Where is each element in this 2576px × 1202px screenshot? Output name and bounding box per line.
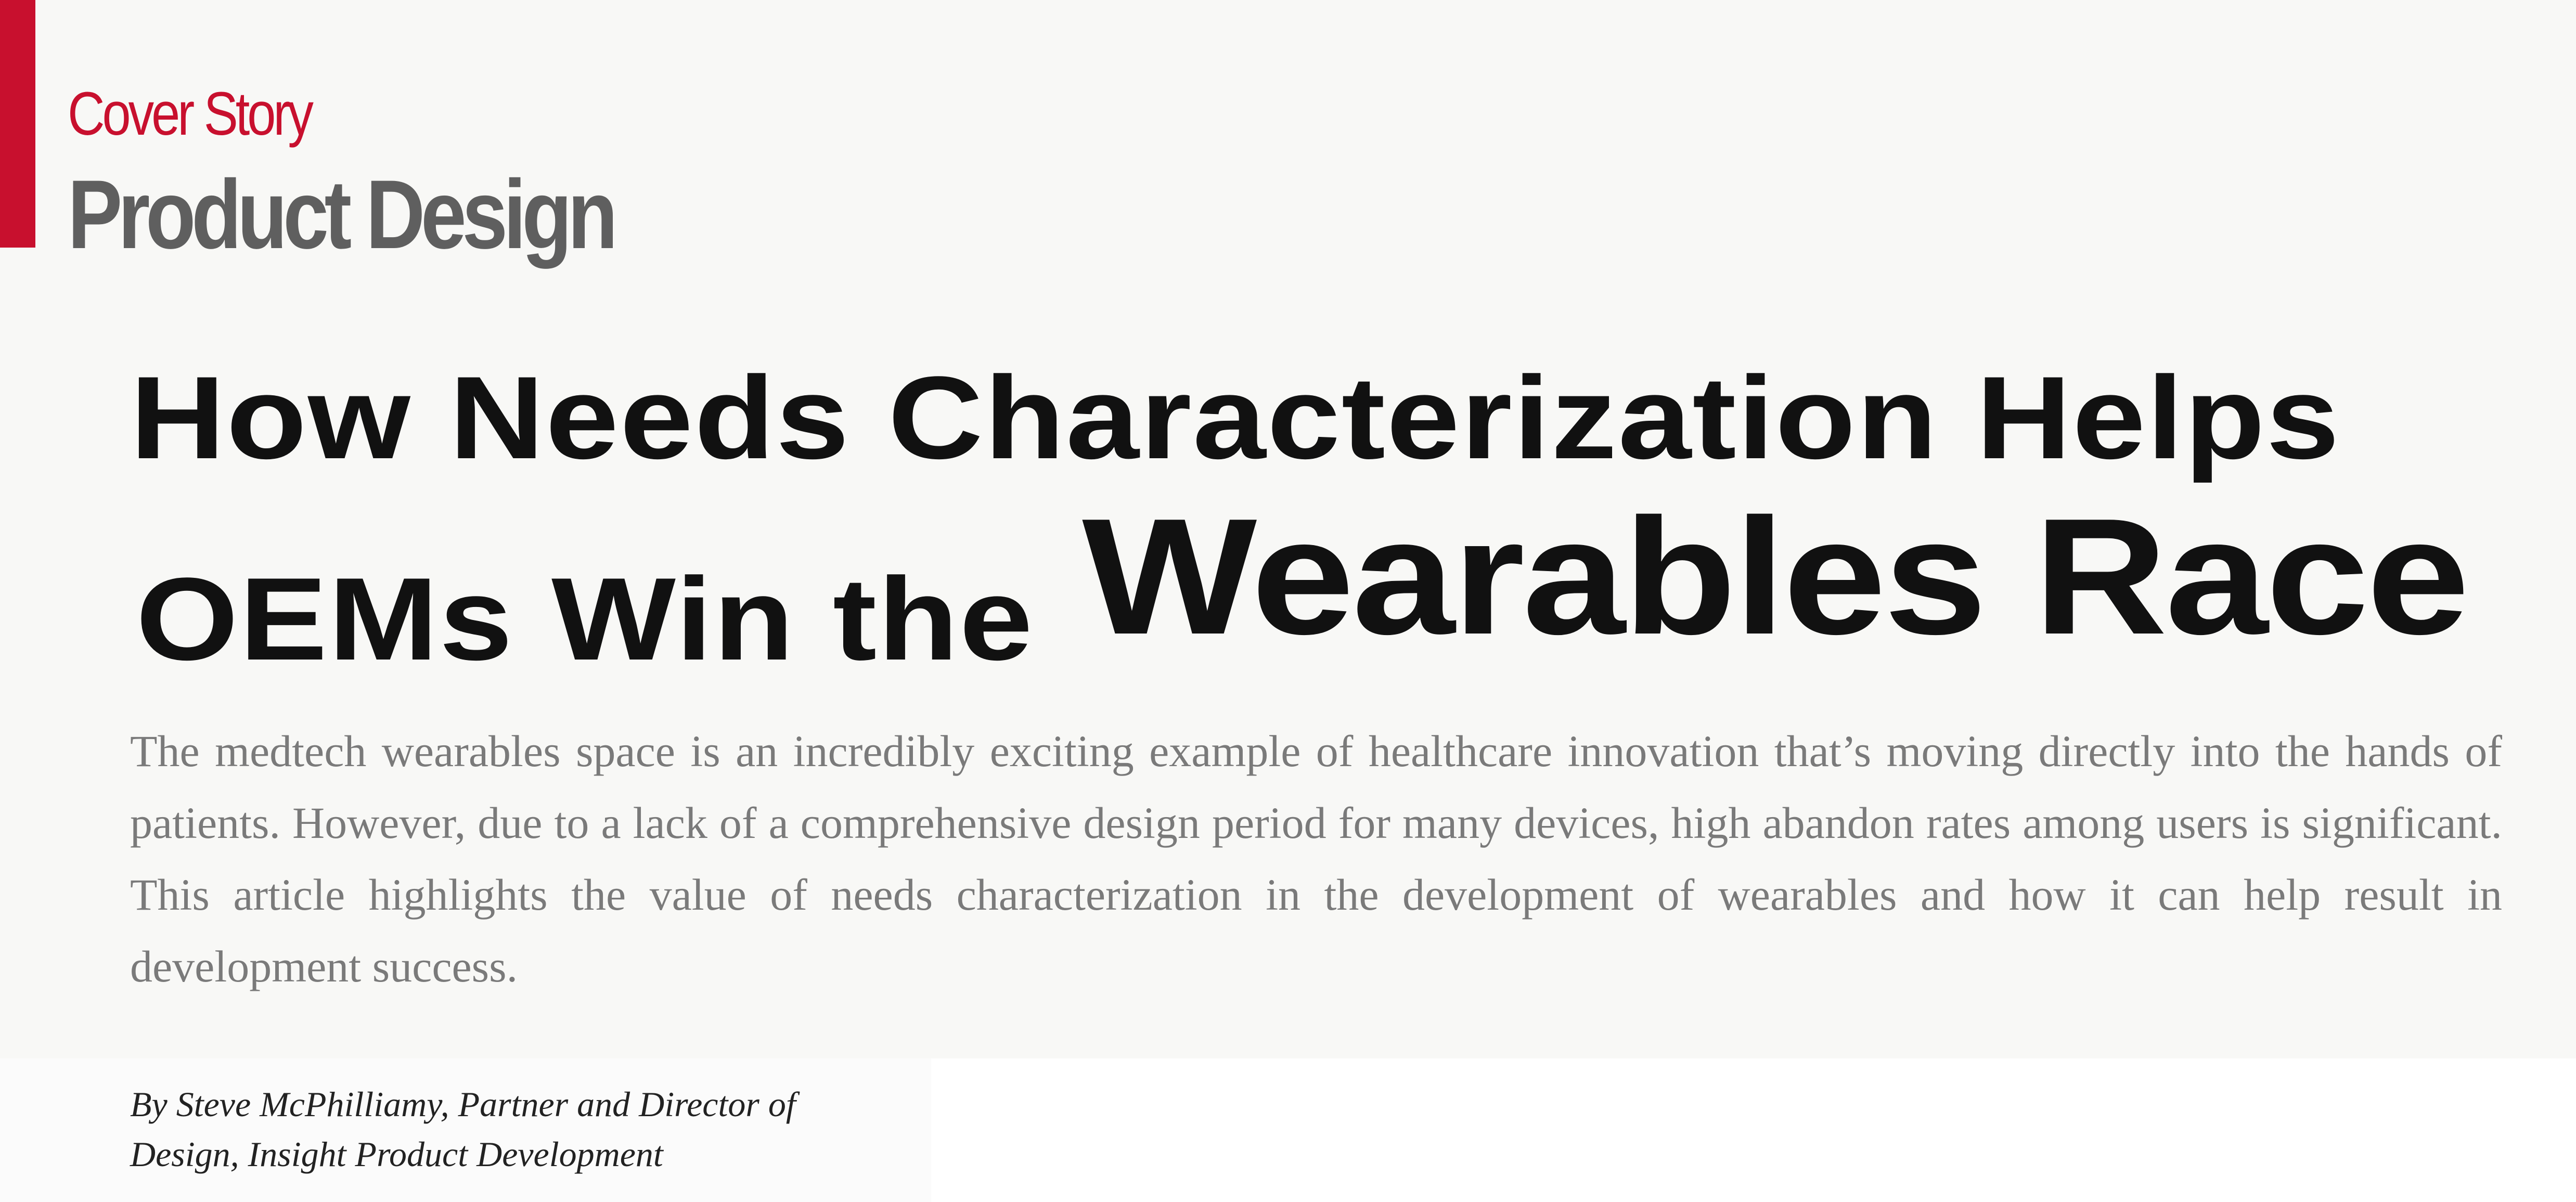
- headline-line-1: How Needs Characterization Helps: [130, 352, 2341, 483]
- byline-line-1: By Steve McPhilliamy, Partner and Director of: [130, 1084, 796, 1124]
- byline: [130, 1079, 910, 1179]
- headline-emphasis: Wearables Race: [1082, 484, 2468, 669]
- byline-line-2: Design, Insight Product Development: [130, 1134, 663, 1174]
- headline-line-2-lead: OEMs Win the: [136, 553, 1034, 684]
- section-label: Cover Story: [68, 80, 311, 148]
- byline-background-right: [931, 1058, 2576, 1202]
- article-deck: [130, 715, 2502, 1002]
- section-title: Product Design: [68, 160, 614, 269]
- headline-line-2: [130, 484, 2468, 686]
- deck-text: The medtech wearables space is an incredibly exciting example of healthcare innovation that’s moving directly into the hands of patients. However, due to a lack of a comprehensive design period for many devices, high abandon rates among users is significant. This article highlights the value of needs characterization in the development of wearables and how it can help result in development success.: [130, 726, 2502, 991]
- section-accent-bar: [0, 0, 35, 248]
